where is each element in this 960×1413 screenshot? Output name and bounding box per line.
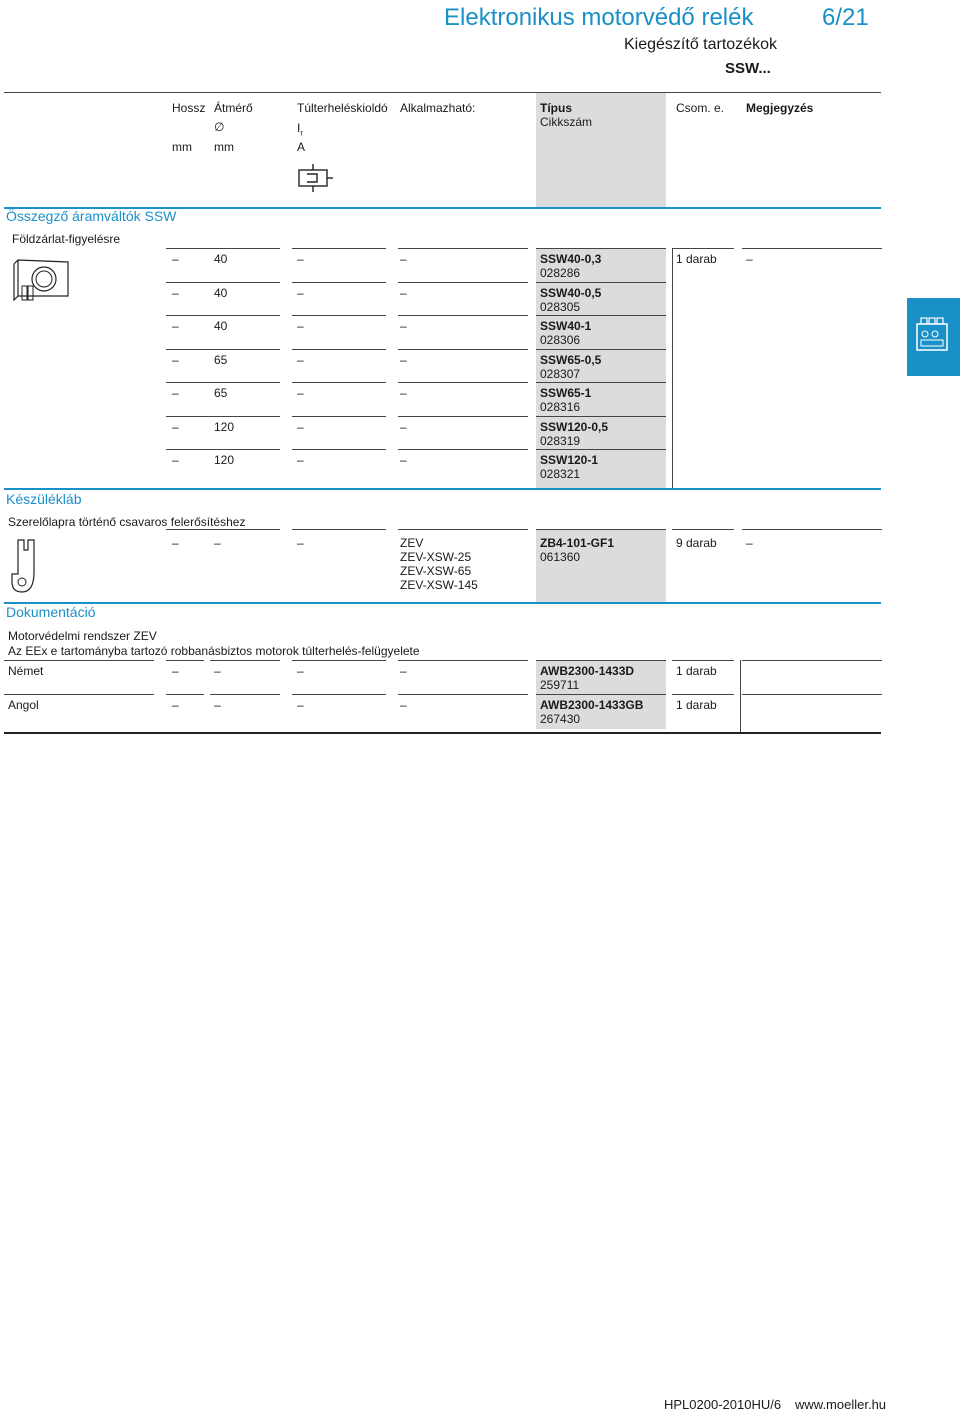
unit-ir: A	[297, 140, 306, 154]
doc-d2: –	[214, 664, 221, 678]
col-tulterheles: Túlterheléskioldó	[297, 101, 388, 115]
row-rule	[166, 449, 280, 450]
row-tipus: SSW40-0,3	[540, 252, 602, 266]
row-rule	[4, 660, 154, 661]
row-atmero: 120	[214, 453, 235, 467]
row-cikk: 028286	[540, 266, 581, 280]
relay-tab-icon	[907, 298, 960, 376]
row-ir: –	[297, 419, 304, 434]
row-rule	[742, 694, 882, 695]
row-hossz: –	[172, 252, 179, 266]
doc-cikk: 259711	[540, 678, 580, 692]
doc-cikk: 267430	[540, 712, 581, 726]
row-tipus: SSW65-1	[540, 386, 592, 400]
row-rule	[398, 315, 528, 316]
row-rule	[166, 694, 204, 695]
section-title-keszulek: Készülékláb	[6, 491, 82, 507]
header-top-rule	[4, 92, 881, 93]
row-alk: –	[400, 386, 407, 400]
row-rule	[536, 529, 666, 530]
row-rule	[292, 416, 386, 417]
col-atmero: Átmérő	[214, 101, 253, 115]
row-atmero: 65	[214, 386, 228, 400]
col-tipus: Típus	[540, 101, 572, 115]
ir-symbol: $I_r$	[297, 121, 304, 138]
keszulek-alk-2: ZEV-XSW-25	[400, 550, 472, 564]
row-hossz: –	[172, 419, 179, 434]
row-ir: –	[297, 285, 304, 300]
page-subtitle: Kiegészítő tartozékok	[624, 36, 777, 53]
table-bottom-rule	[4, 732, 881, 734]
footer-url[interactable]: www.moeller.hu	[795, 1397, 887, 1412]
row-rule	[398, 248, 528, 249]
doc-csom: 1 darab	[676, 698, 717, 712]
doc-line-2: Az EEx e tartományba tartozó robbanásbiztos motorok túlterhelés-felügyelete	[8, 644, 420, 658]
footer-code: HPL0200-2010HU/6	[664, 1397, 782, 1412]
row-rule	[536, 449, 666, 450]
row-rule	[292, 694, 386, 695]
keszulek-atmero: –	[214, 536, 221, 550]
keszulek-cikk: 061360	[540, 550, 581, 564]
keszulek-alk-1: ZEV	[400, 536, 424, 550]
col-hossz: Hossz	[172, 101, 206, 115]
row-alk: –	[400, 453, 407, 467]
row-alk: –	[400, 419, 407, 434]
doc-d4: –	[400, 664, 407, 678]
section-title-osszegzo: Összegző áramváltók SSW	[6, 208, 177, 224]
row-rule	[398, 449, 528, 450]
row-alk: –	[400, 285, 407, 300]
row-rule	[672, 694, 734, 695]
keszulek-megj: –	[746, 536, 753, 550]
row-hossz: –	[172, 352, 179, 367]
col-megjegyzes: Megjegyzés	[746, 101, 814, 115]
doc-d4: –	[400, 698, 407, 712]
page-title: Elektronikus motorvédő relék	[444, 4, 754, 31]
doc-d3: –	[297, 698, 304, 712]
product-name: SSW...	[725, 60, 771, 77]
row-ir: –	[297, 386, 304, 400]
row-alk: –	[400, 352, 407, 367]
row-atmero: 65	[214, 352, 228, 367]
section-title-dokumentacio: Dokumentáció	[6, 604, 96, 620]
section-subtitle-osszegzo: Földzárlat-figyelésre	[12, 232, 121, 246]
unit-hossz: mm	[172, 140, 192, 154]
doc-tipus: AWB2300-1433D	[540, 664, 635, 678]
row-hossz: –	[172, 386, 179, 400]
side-tab	[907, 298, 960, 376]
row-rule	[742, 248, 882, 249]
row-rule	[536, 416, 666, 417]
row-rule	[536, 660, 666, 661]
row-cikk: 028316	[540, 400, 581, 414]
mounting-foot-illustration-icon	[10, 538, 40, 596]
unit-atmero: mm	[214, 140, 234, 154]
row-cikk: 028305	[540, 299, 581, 314]
row-ir: –	[297, 252, 304, 266]
row-rule	[398, 349, 528, 350]
row-rule	[672, 529, 734, 530]
row-hossz: –	[172, 319, 179, 333]
row-rule	[292, 529, 386, 530]
col-separator	[672, 248, 673, 488]
row-rule	[210, 694, 280, 695]
row-rule	[166, 315, 280, 316]
row-rule	[398, 694, 528, 695]
row-atmero: 40	[214, 319, 228, 333]
keszulek-alk-3: ZEV-XSW-65	[400, 564, 472, 578]
col-csom: Csom. e.	[676, 101, 725, 115]
row-rule	[536, 349, 666, 350]
row-rule	[166, 529, 280, 530]
doc-tipus: AWB2300-1433GB	[540, 698, 644, 712]
section-rule-keszulek	[4, 488, 881, 490]
row-rule	[166, 660, 204, 661]
col-alkalmazhato: Alkalmazható:	[400, 101, 476, 115]
row-rule	[292, 660, 386, 661]
keszulek-ir: –	[297, 536, 304, 550]
row-rule	[536, 694, 666, 695]
row-ir: –	[297, 319, 304, 333]
row-rule	[292, 349, 386, 350]
row-rule	[292, 382, 386, 383]
row-megj: –	[746, 252, 753, 266]
row-rule	[166, 282, 280, 283]
row-rule	[398, 282, 528, 283]
row-rule	[672, 248, 734, 249]
row-alk: –	[400, 252, 407, 266]
row-hossz: –	[172, 285, 179, 300]
page-number: 6/21	[822, 4, 869, 31]
row-rule	[292, 449, 386, 450]
row-tipus: SSW40-0,5	[540, 285, 602, 300]
section-subtitle-keszulek: Szerelőlapra történő csavaros felerősítéshez	[8, 515, 246, 529]
doc-lang: Német	[8, 664, 44, 678]
row-tipus: SSW120-1	[540, 453, 599, 467]
row-atmero: 120	[214, 419, 235, 434]
row-rule	[536, 248, 666, 249]
doc-csom: 1 darab	[676, 664, 717, 678]
row-rule	[210, 660, 280, 661]
col-cikkszam: Cikkszám	[540, 115, 593, 129]
row-tipus: SSW40-1	[540, 319, 592, 333]
keszulek-alk-4: ZEV-XSW-145	[400, 578, 478, 592]
keszulek-hossz: –	[172, 536, 179, 550]
row-tipus: SSW120-0,5	[540, 419, 609, 434]
row-rule	[166, 382, 280, 383]
row-rule	[398, 416, 528, 417]
row-ir: –	[297, 453, 304, 467]
row-atmero: 40	[214, 285, 228, 300]
doc-d1: –	[172, 664, 179, 678]
row-rule	[536, 382, 666, 383]
row-cikk: 028321	[540, 467, 581, 481]
doc-d2: –	[214, 698, 221, 712]
row-rule	[398, 660, 528, 661]
row-atmero: 40	[214, 252, 228, 266]
row-rule	[166, 416, 280, 417]
diameter-symbol: ∅	[214, 120, 225, 134]
doc-d1: –	[172, 698, 179, 712]
row-rule	[166, 349, 280, 350]
row-rule	[166, 248, 280, 249]
section-rule-dokumentacio	[4, 602, 881, 604]
row-rule	[292, 248, 386, 249]
doc-d3: –	[297, 664, 304, 678]
row-rule	[742, 529, 882, 530]
keszulek-tipus: ZB4-101-GF1	[540, 536, 615, 550]
row-hossz: –	[172, 453, 179, 467]
current-transformer-illustration-icon	[10, 256, 72, 302]
row-rule	[4, 694, 154, 695]
doc-lang: Angol	[8, 698, 39, 712]
doc-line-1: Motorvédelmi rendszer ZEV	[8, 629, 157, 643]
row-tipus: SSW65-0,5	[540, 352, 602, 367]
row-rule	[398, 382, 528, 383]
row-rule	[536, 282, 666, 283]
overload-relay-symbol-icon	[297, 164, 335, 192]
row-cikk: 028307	[540, 366, 581, 381]
row-cikk: 028319	[540, 433, 581, 448]
row-rule	[672, 660, 734, 661]
row-rule	[536, 315, 666, 316]
keszulek-csom: 9 darab	[676, 536, 717, 550]
row-alk: –	[400, 319, 407, 333]
col-separator	[740, 660, 741, 732]
row-rule	[292, 282, 386, 283]
row-cikk: 028306	[540, 333, 581, 347]
row-rule	[292, 315, 386, 316]
row-rule	[398, 529, 528, 530]
row-csom: 1 darab	[676, 252, 717, 266]
row-ir: –	[297, 352, 304, 367]
row-rule	[742, 660, 882, 661]
